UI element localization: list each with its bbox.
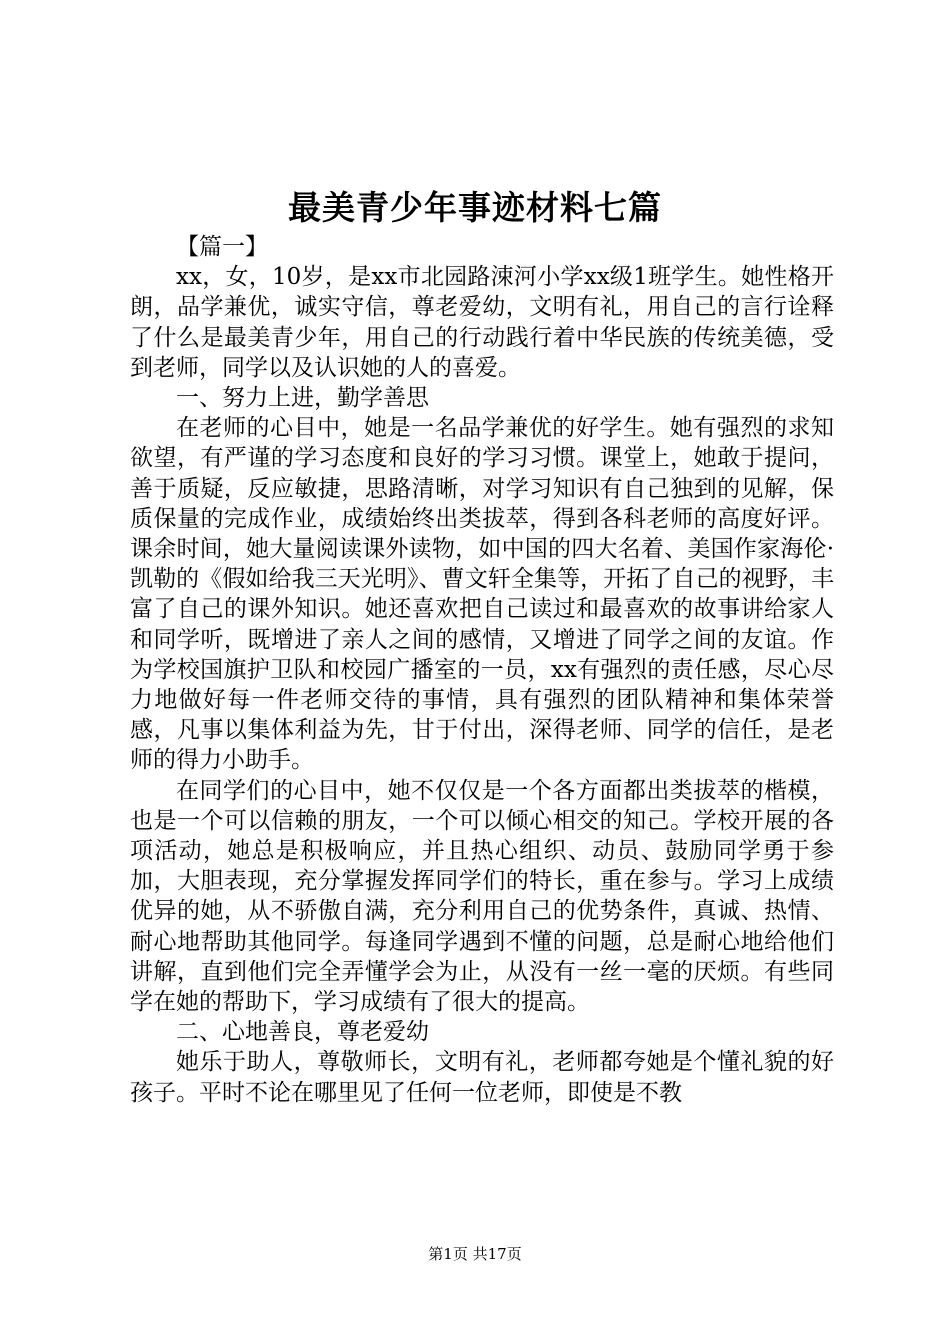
- section-heading: 一、努力上进，勤学善思: [176, 385, 429, 412]
- section-heading: 二、心地善良，尊老爱幼: [176, 1019, 429, 1046]
- page-number-footer: 第1页 共17页: [428, 1245, 522, 1263]
- document-title: 最美青少年事迹材料七篇: [288, 188, 662, 227]
- body-paragraph: 她乐于助人，尊敬师长，文明有礼，老师都夸她是个懂礼貌的好孩子。平时不论在哪里见了任何一位老师，即使是不教: [130, 1049, 834, 1106]
- body-paragraph: 在同学们的心目中，她不仅仅是一个各方面都出类拔萃的楷模，也是一个可以信赖的朋友，一个可以倾心相交的知己。学校开展的各项活动，她总是积极响应，并且热心组织、动员、鼓励同学勇于参加，大胆表现，充分掌握发挥同学们的特长，重在参与。学习上成绩优异的她，从不骄傲自满，充分利用自己的优势条件，真诚、热情、耐心地帮助其他同学。每逢同学遇到不懂的问题，总是耐心地给他们讲解，直到他们完全弄懂学会为止，从没有一丝一毫的厌烦。有些同学在她的帮助下，学习成绩有了很大的提高。: [130, 777, 834, 1016]
- body-paragraph: 在老师的心目中，她是一名品学兼优的好学生。她有强烈的求知欲望，有严谨的学习态度和良好的学习习惯。课堂上，她敢于提问，善于质疑，反应敏捷，思路清晰，对学习知识有自己独到的见解，保质保量的完成作业，成绩始终出类拔萃，得到各科老师的高度好评。课余时间，她大量阅读课外读物，如中国的四大名着、美国作家海伦·凯勒的《假如给我三天光明》、曹文轩全集等，开拓了自己的视野，丰富了自己的课外知识。她还喜欢把自己读过和最喜欢的故事讲给家人和同学听，既增进了亲人之间的感情，又增进了同学之间的友谊。作为学校国旗护卫队和校园广播室的一员，xx有强烈的责任感，尽心尽力地做好每一件老师交待的事情，具有强烈的团队精神和集体荣誉感，凡事以集体利益为先，甘于付出，深得老师、同学的信任，是老师的得力小助手。: [130, 415, 834, 774]
- document-body: [130, 232, 834, 1108]
- section-label: 【篇一】: [176, 234, 268, 260]
- intro-paragraph: xx，女，10岁，是xx市北园路涑河小学xx级1班学生。她性格开朗，品学兼优，诚实守信，尊老爱幼，文明有礼，用自己的言行诠释了什么是最美青少年，用自己的行动践行着中华民族的传统美德，受到老师，同学以及认识她的人的喜爱。: [130, 264, 834, 381]
